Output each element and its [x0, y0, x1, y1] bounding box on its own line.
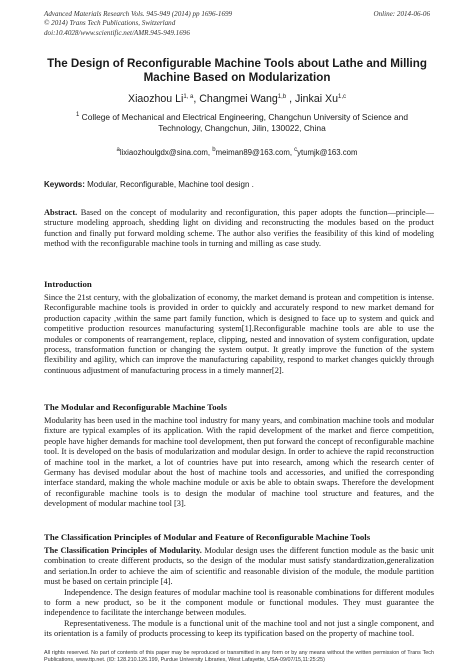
copyright: © 2014) Trans Tech Publications, Switzerland: [44, 19, 176, 28]
abstract-text: Based on the concept of modularity and reconfiguration, this paper adopts the function—principle—structure modeling approach, shedding light on dividing and reconstructing the modules based on the product function and finally put forward molding scheme. The author also verifies the feasibility of this kind of modeling method with the reconfigurable machine tools in turning and milling as case study.: [44, 208, 434, 249]
email-mark: a: [116, 147, 120, 153]
author-affiliation-mark: 1, a: [183, 94, 194, 100]
paper-title: The Design of Reconfigurable Machine Tools about Lathe and Milling Machine Based on Modularization: [47, 57, 427, 85]
email-mark: b: [212, 147, 216, 153]
subheading-classification: The Classification Principles of Modularity.: [44, 546, 202, 555]
author-affiliation-mark: 1,c: [337, 94, 346, 100]
affiliation: [64, 112, 420, 134]
section-heading-classification: The Classification Principles of Modular and Feature of Reconfigurable Machine Tools: [44, 532, 371, 542]
email-link[interactable]: lixiaozhoulgdx@sina.com,: [119, 148, 213, 157]
copyright-footer: All rights reserved. No part of contents of this paper may be reproduced or transmitted in any form or by any means without the written permission of Trans Tech Publications, www.ttp.net. (ID: 128.210.126.199, Purdue University Libraries, West Lafayette, USA-09/07/15,11:25:25): [44, 650, 434, 663]
paragraph: Since the 21st century, with the globalization of economy, the market demand is protean and competition is intense. Reconfigurable machine tools is provided in order to quickly and accurately respond to new market demand for production capacity ,within the same part family function, which is designed to face up to system and quick and competitive production resources manufacturing system[1].Reconfigurable machine tools are able to use the modules or components of rearrangement, replace, clipping, nested and innovation of system configuration, update process, transformation function or changing the system output. It greatly improve the function of the system flexibility and agility, which can improve the manufacturing capability, respond to market changes quickly through continuous adjustment of manufacturing process in a timely manner[2].: [44, 293, 434, 375]
email-link[interactable]: meiman89@163.com,: [215, 148, 295, 157]
paragraph: Independence. The design features of modular machine tool is reasonable combinations for different modules to form a new product, so be it the component module or functional modules. They must guarantee the independence to facilitate the interchange between modules.: [44, 587, 434, 618]
section-heading-modular: The Modular and Reconfigurable Machine Tools: [44, 402, 227, 412]
author-affiliation-mark: 1,b: [277, 94, 287, 100]
section-modular-body: [44, 416, 434, 510]
affiliation-mark: 1: [75, 112, 80, 118]
email-link[interactable]: ytumjk@163.com: [297, 148, 358, 157]
keywords: [44, 180, 434, 190]
journal-citation: Advanced Materials Research Vols. 945-949 (2014) pp 1696-1699: [44, 10, 233, 18]
author-name: Xiaozhou Li: [128, 93, 184, 105]
author-separator: ,: [286, 93, 295, 105]
affiliation-text: College of Mechanical and Electrical Engineering, Changchun University of Science and Technology, Changchun, Jilin, 130022, China: [79, 112, 409, 133]
author-name: Changmei Wang: [199, 93, 278, 105]
doi: doi:10.4028/www.scientific.net/AMR.945-949.1696: [44, 28, 190, 37]
journal-header: [44, 10, 430, 38]
online-date: Online: 2014-06-06: [373, 10, 430, 18]
paragraph: Modularity has been used in the machine tool industry for many years, and combination machine tools and modular fixture are typical examples of its application. With the rapid development of the market and fierce competition, people have higher demands for machine tool development, then put forward the concept of reconfigurable machine tool. It is developed on the basis of modularization and modular design. In order to achieve the rapid reconstruction of machine tool in the market, a lot of countries have put into research, among which the research center of Germany has devised modular about the host of machine tools and accessories, and unified the corresponding interface standard, making the whole machine module or axis be able to obtain swaps. Therefore the development of reconfigurable machine tools is to design the modular of machine tool structure and features, and the development of modular machine tool [3].: [44, 416, 434, 509]
paragraph: Representativeness. The module is a functional unit of the machine tool and not just a single component, and its orientation is a family of products processing to keep its typification based on the property of machine tool.: [44, 618, 434, 639]
keywords-label: Keywords:: [44, 180, 85, 189]
abstract-label: Abstract.: [44, 208, 78, 217]
author-line: [30, 93, 444, 106]
introduction-body: [44, 293, 434, 376]
author-name: Jinkai Xu: [294, 93, 338, 105]
section-heading-introduction: Introduction: [44, 279, 92, 289]
author-emails: [30, 148, 444, 158]
paragraph: Modular design uses the different function module as the basic unit combination to create different products, so the design of the modular must satisfy standardization,generalization and seriation.In order to achieve the aim of scientific and reasonable division of the module, the module partition must be based on certain principle [4].: [44, 546, 434, 587]
section-classification-body: [44, 546, 434, 640]
abstract: [44, 208, 434, 250]
author-separator: ,: [193, 93, 200, 105]
keywords-text: Modular, Reconfigurable, Machine tool design .: [84, 180, 254, 189]
email-mark: c: [294, 147, 298, 153]
